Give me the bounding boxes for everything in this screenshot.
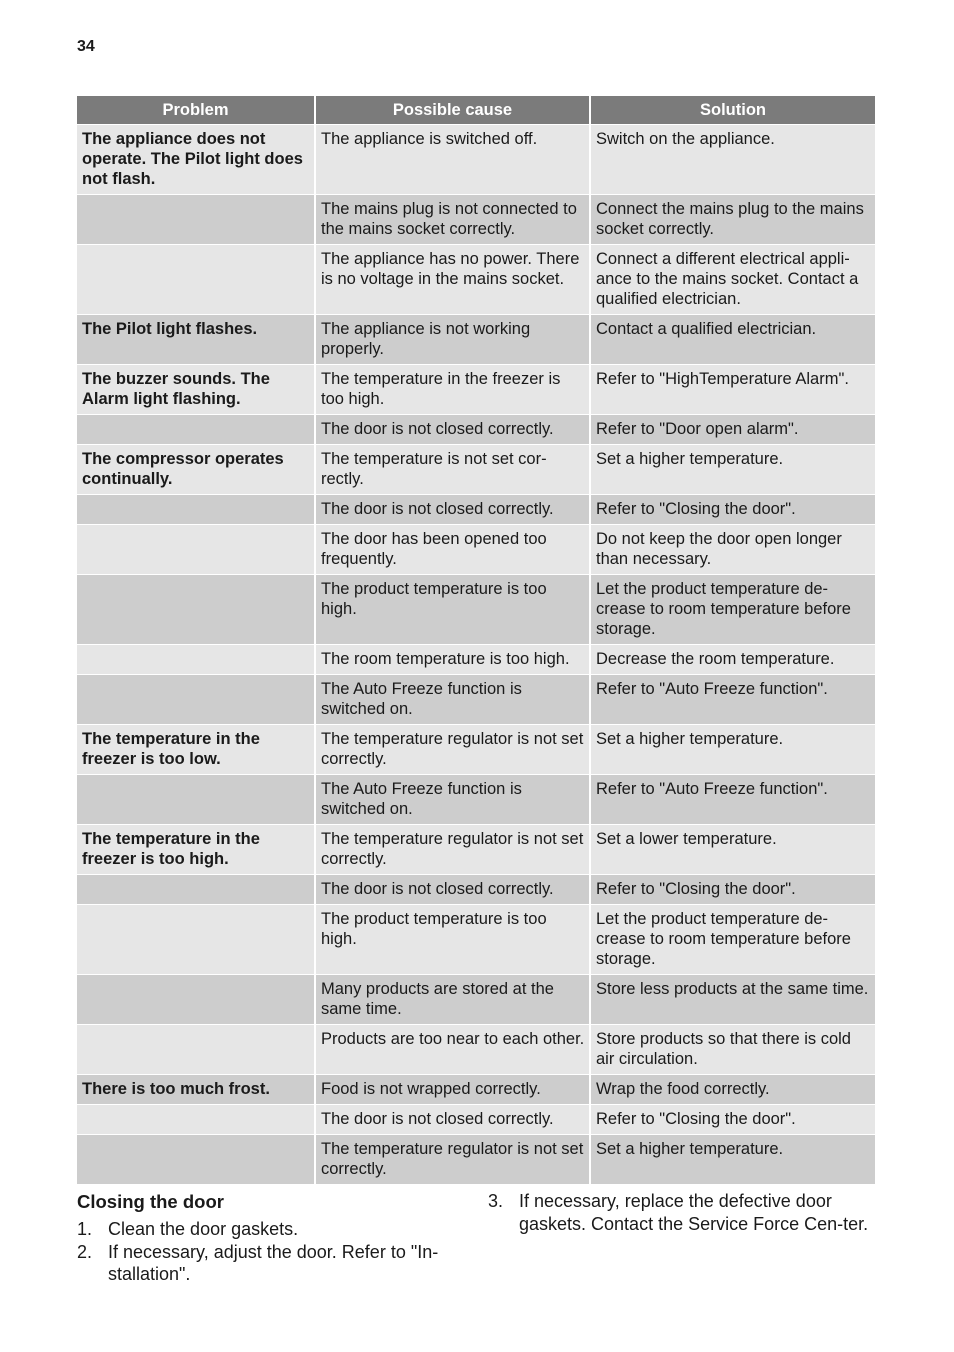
step-number: 1. (77, 1219, 93, 1239)
table-row (77, 125, 875, 195)
cause-cell: The product temperature is too high. (315, 905, 590, 975)
table-row (77, 1075, 875, 1105)
cause-cell: The appliance has no power. There is no voltage in the mains socket. (315, 245, 590, 315)
table-row (77, 1105, 875, 1135)
step-item (77, 1218, 477, 1241)
cause-cell: The temperature in the freezer is too high. (315, 365, 590, 415)
solution-cell: Refer to "HighTemperature Alarm". (590, 365, 875, 415)
cause-cell: Products are too near to each other. (315, 1025, 590, 1075)
solution-cell: Store products so that there is cold air circulation. (590, 1025, 875, 1075)
table-row (77, 1025, 875, 1075)
solution-cell: Contact a qualified electrician. (590, 315, 875, 365)
step-text: If necessary, replace the defective door gaskets. Contact the Service Force Cen-ter. (519, 1191, 869, 1234)
closing-door-section-continued (488, 1190, 878, 1235)
table-row (77, 495, 875, 525)
problem-cell (77, 415, 315, 445)
solution-cell: Refer to "Closing the door". (590, 875, 875, 905)
table-row (77, 775, 875, 825)
problem-cell (77, 1025, 315, 1075)
table-row (77, 525, 875, 575)
step-item (488, 1190, 878, 1235)
cause-cell: The door is not closed correctly. (315, 415, 590, 445)
problem-cell: The appliance does not operate. The Pilot light does not flash. (77, 125, 315, 195)
cause-cell: The temperature regulator is not set correctly. (315, 825, 590, 875)
solution-cell: Connect a different electrical appli-ance to the mains socket. Contact a qualified electrician. (590, 245, 875, 315)
cause-cell: The temperature is not set cor-rectly. (315, 445, 590, 495)
problem-cell: There is too much frost. (77, 1075, 315, 1105)
problem-cell (77, 645, 315, 675)
table-row (77, 195, 875, 245)
table-row (77, 445, 875, 495)
problem-cell (77, 675, 315, 725)
table-row (77, 675, 875, 725)
solution-cell: Wrap the food correctly. (590, 1075, 875, 1105)
problem-cell (77, 975, 315, 1025)
cause-cell: The temperature regulator is not set correctly. (315, 1135, 590, 1185)
cause-cell: The appliance is switched off. (315, 125, 590, 195)
cause-cell: The Auto Freeze function is switched on. (315, 775, 590, 825)
table-header-row (77, 96, 875, 125)
table-row (77, 725, 875, 775)
table-row (77, 245, 875, 315)
solution-cell: Let the product temperature de-crease to room temperature before storage. (590, 575, 875, 645)
problem-cell (77, 1105, 315, 1135)
solution-cell: Decrease the room temperature. (590, 645, 875, 675)
header-problem: Problem (77, 96, 315, 125)
header-solution: Solution (590, 96, 875, 125)
table-row (77, 875, 875, 905)
problem-cell (77, 875, 315, 905)
solution-cell: Refer to "Auto Freeze function". (590, 675, 875, 725)
cause-cell: The product temperature is too high. (315, 575, 590, 645)
table-row (77, 1135, 875, 1185)
table-row (77, 415, 875, 445)
problem-cell (77, 245, 315, 315)
solution-cell: Refer to "Auto Freeze function". (590, 775, 875, 825)
problem-cell (77, 495, 315, 525)
problem-cell: The temperature in the freezer is too high. (77, 825, 315, 875)
cause-cell: The appliance is not working properly. (315, 315, 590, 365)
problem-cell (77, 1135, 315, 1185)
cause-cell: Many products are stored at the same time. (315, 975, 590, 1025)
table-row (77, 645, 875, 675)
cause-cell: The temperature regulator is not set correctly. (315, 725, 590, 775)
problem-cell: The Pilot light flashes. (77, 315, 315, 365)
section-heading: Closing the door (77, 1191, 224, 1212)
cause-cell: The mains plug is not connected to the mains socket correctly. (315, 195, 590, 245)
header-possible-cause: Possible cause (315, 96, 590, 125)
problem-cell (77, 775, 315, 825)
problem-cell: The buzzer sounds. The Alarm light flashing. (77, 365, 315, 415)
table-row (77, 905, 875, 975)
table-row (77, 575, 875, 645)
cause-cell: The door is not closed correctly. (315, 875, 590, 905)
step-item (77, 1241, 477, 1286)
troubleshooting-table (77, 96, 875, 1184)
problem-cell (77, 575, 315, 645)
closing-door-section (77, 1190, 477, 1286)
problem-cell (77, 195, 315, 245)
solution-cell: Refer to "Closing the door". (590, 495, 875, 525)
problem-cell (77, 525, 315, 575)
page-number: 34 (77, 38, 95, 55)
cause-cell: The door is not closed correctly. (315, 1105, 590, 1135)
table-row (77, 365, 875, 415)
solution-cell: Set a lower temperature. (590, 825, 875, 875)
cause-cell: The room temperature is too high. (315, 645, 590, 675)
solution-cell: Store less products at the same time. (590, 975, 875, 1025)
step-text: If necessary, adjust the door. Refer to "In-stallation". (108, 1241, 439, 1284)
solution-cell: Refer to "Closing the door". (590, 1105, 875, 1135)
cause-cell: The Auto Freeze function is switched on. (315, 675, 590, 725)
cause-cell: Food is not wrapped correctly. (315, 1075, 590, 1105)
problem-cell: The temperature in the freezer is too low. (77, 725, 315, 775)
step-number: 2. (77, 1241, 93, 1262)
solution-cell: Switch on the appliance. (590, 125, 875, 195)
solution-cell: Let the product temperature de-crease to room temperature before storage. (590, 905, 875, 975)
cause-cell: The door has been opened too frequently. (315, 525, 590, 575)
solution-cell: Set a higher temperature. (590, 1135, 875, 1185)
table-row (77, 825, 875, 875)
solution-cell: Set a higher temperature. (590, 445, 875, 495)
solution-cell: Connect the mains plug to the mains socket correctly. (590, 195, 875, 245)
solution-cell: Refer to "Door open alarm". (590, 415, 875, 445)
problem-cell (77, 905, 315, 975)
table-row (77, 975, 875, 1025)
step-text: Clean the door gaskets. (108, 1219, 299, 1239)
cause-cell: The door is not closed correctly. (315, 495, 590, 525)
step-number: 3. (488, 1191, 504, 1211)
solution-cell: Set a higher temperature. (590, 725, 875, 775)
problem-cell: The compressor operates continually. (77, 445, 315, 495)
table-row (77, 315, 875, 365)
solution-cell: Do not keep the door open longer than necessary. (590, 525, 875, 575)
